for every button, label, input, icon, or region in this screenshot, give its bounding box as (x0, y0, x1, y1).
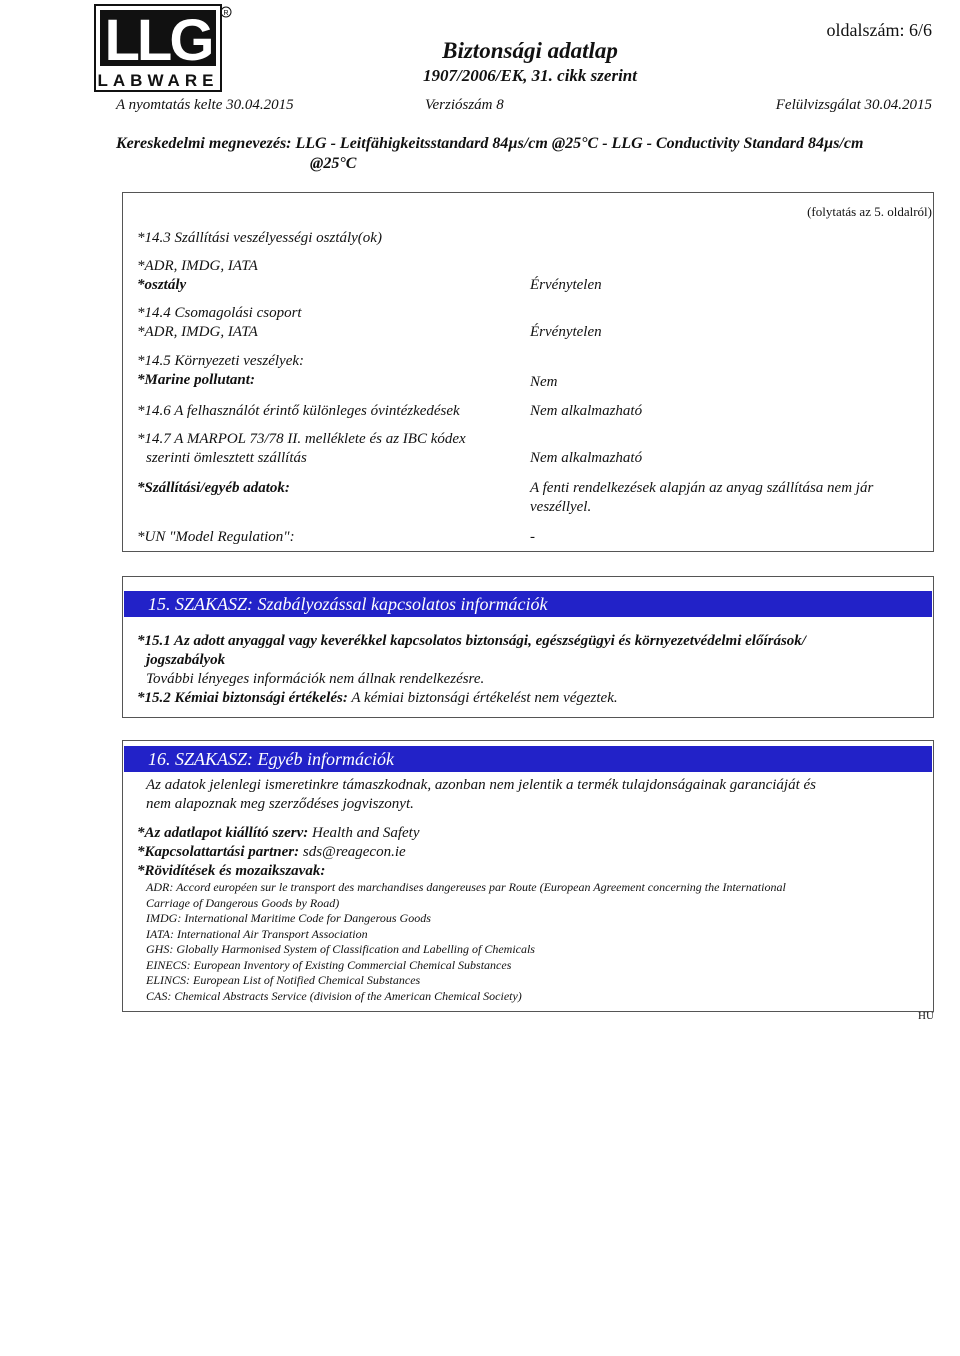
s15-1-text: További lényeges információk nem állnak rendelkezésre. (146, 671, 485, 687)
s14-4-value: Érvénytelen (530, 324, 602, 340)
s14-3-class-value: Érvénytelen (530, 277, 602, 293)
abbreviation-item: ELINCS: European List of Notified Chemical Substances (146, 973, 421, 987)
contact-value: sds@reagecon.ie (302, 844, 406, 860)
s14-4-title: *14.4 Csomagolási csoport (137, 305, 302, 321)
s16-intro-line2: nem alapoznak meg szerződéses jogviszonyt. (146, 796, 414, 812)
s14-3-class-label: *osztály (137, 277, 187, 293)
language-code: HU (918, 1010, 934, 1022)
s14-7-title-line2: szerinti ömlesztett szállítás (146, 450, 307, 466)
trade-name-line1: Kereskedelmi megnevezés: LLG - Leitfähigkeitsstandard 84µs/cm @25°C - LLG - Conductivity Standard 84µs/cm (116, 135, 864, 152)
svg-text:R: R (223, 10, 229, 17)
s14-7-title-line1: *14.7 A MARPOL 73/78 II. melléklete és az IBC kódex (137, 431, 466, 447)
trade-name-line2: @25°C (310, 155, 357, 172)
issuer-label: *Az adatlapot kiállító szerv: (137, 825, 309, 841)
s14-3-title: *14.3 Szállítási veszélyességi osztály(ok) (137, 230, 382, 246)
un-model-label: *UN "Model Regulation": (137, 529, 295, 545)
svg-text:LABWARE: LABWARE (97, 71, 219, 90)
abbreviation-item: GHS: Globally Harmonised System of Classification and Labelling of Chemicals (146, 942, 535, 956)
document-title: Biztonsági adatlap (442, 38, 618, 63)
s15-1-title-line1: *15.1 Az adott anyaggal vagy keverékkel kapcsolatos biztonsági, egészségügyi és környezetvédelmi előírások/ (137, 633, 806, 649)
llg-labware-logo (94, 4, 234, 92)
s15-2-label: *15.2 Kémiai biztonsági értékelés: (137, 690, 348, 706)
contact-label: *Kapcsolattartási partner: (137, 844, 300, 860)
s15-2-row (137, 689, 618, 708)
abbreviations-label: *Rövidítések és mozaikszavak: (137, 863, 326, 879)
print-date: A nyomtatás kelte 30.04.2015 (116, 97, 294, 113)
svg-text:LLG: LLG (104, 8, 212, 73)
s14-5-title: *14.5 Környezeti veszélyek: (137, 353, 305, 369)
continued-note: (folytatás az 5. oldalról) (807, 204, 932, 219)
abbreviation-item: IATA: International Air Transport Association (146, 926, 368, 941)
other-data-line2: veszéllyel. (530, 499, 592, 515)
s14-6-value: Nem alkalmazható (530, 403, 643, 419)
version-number: Verziószám 8 (425, 97, 504, 113)
issuer-row (137, 824, 420, 843)
other-data-label: *Szállítási/egyéb adatok: (137, 480, 290, 496)
regulation-reference: 1907/2006/EK, 31. cikk szerint (423, 66, 637, 85)
other-data-line1: A fenti rendelkezések alapján az anyag szállítása nem jár (530, 480, 874, 496)
s14-5-label: *Marine pollutant: (137, 372, 255, 388)
s14-3-modes: *ADR, IMDG, IATA (137, 258, 258, 274)
section-15-header: 15. SZAKASZ: Szabályozással kapcsolatos információk (124, 591, 932, 617)
abbreviation-item: CAS: Chemical Abstracts Service (division of the American Chemical Society) (146, 988, 522, 1003)
section-16-header: 16. SZAKASZ: Egyéb információk (124, 746, 932, 772)
abbreviations-list (146, 880, 936, 1004)
s14-7-value: Nem alkalmazható (530, 450, 643, 466)
contact-row (137, 843, 406, 862)
trade-name (116, 134, 936, 174)
revision-date: Felülvizsgálat 30.04.2015 (775, 97, 932, 113)
s14-6-title: *14.6 A felhasználót érintő különleges óvintézkedések (137, 403, 460, 419)
page-number: oldalszám: 6/6 (826, 20, 932, 40)
s14-4-modes: *ADR, IMDG, IATA (137, 324, 258, 340)
issuer-value: Health and Safety (312, 825, 420, 841)
s14-5-value: Nem (530, 374, 558, 390)
s16-intro-line1: Az adatok jelenlegi ismeretinkre támaszkodnak, azonban nem jelentik a termék tulajdonságainak garanciáját és (146, 777, 817, 793)
abbreviation-item: Carriage of Dangerous Goods by Road) (146, 895, 340, 910)
abbreviation-item: ADR: Accord européen sur le transport des marchandises dangereuses par Route (European Agreement concerning the International (146, 880, 786, 894)
abbreviation-item: IMDG: International Maritime Code for Dangerous Goods (146, 911, 431, 925)
s15-1-title-line2: jogszabályok (146, 652, 226, 668)
un-model-value: - (530, 529, 535, 545)
s15-2-text: A kémiai biztonsági értékelést nem végeztek. (351, 690, 618, 706)
abbreviation-item: EINECS: European Inventory of Existing Commercial Chemical Substances (146, 957, 512, 972)
